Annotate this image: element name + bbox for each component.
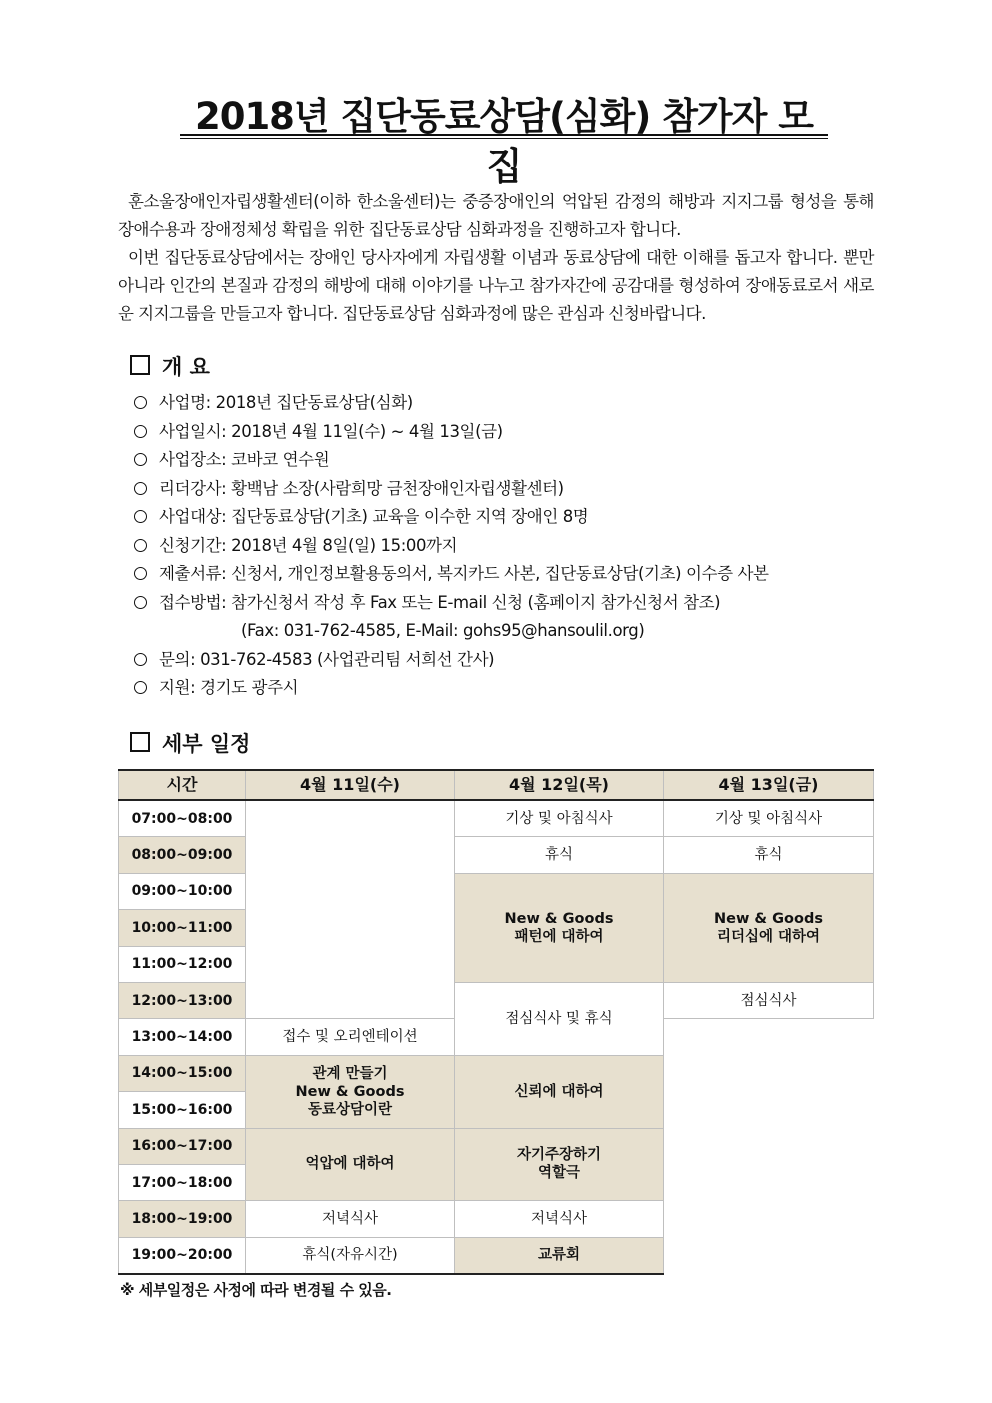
list-item: 리더강사: 황백남 소장(사람희망 금천장애인자립생활센터)	[134, 475, 894, 504]
list-item: 제출서류: 신청서, 개인정보활용동의서, 복지카드 사본, 집단동료상담(기초) 이수증 사본	[134, 560, 894, 589]
column-header-day1: 4월 11일(수)	[246, 770, 455, 800]
time-cell: 09:00~10:00	[119, 873, 246, 909]
time-cell: 16:00~17:00	[119, 1128, 246, 1164]
list-item: 문의: 031-762-4583 (사업관리팀 서희선 간사)	[134, 646, 894, 675]
contact-line: (Fax: 031-762-4585, E-Mail: gohs95@hansoulil.org)	[241, 621, 645, 640]
schedule-cell: 점심식사	[664, 982, 874, 1018]
circle-bullet-icon	[134, 453, 147, 466]
schedule-cell: 신뢰에 대하여	[455, 1055, 664, 1128]
cell-line: 동료상담이란	[307, 1101, 393, 1118]
overview-list	[134, 389, 894, 703]
list-item: 사업명: 2018년 집단동료상담(심화)	[134, 389, 894, 418]
square-bullet-icon	[130, 355, 150, 375]
overview-heading: 개 요	[130, 353, 210, 381]
schedule-cell: 저녁식사	[246, 1201, 455, 1237]
schedule-cell: 휴식	[455, 837, 664, 873]
schedule-cell: 휴식	[664, 837, 874, 873]
time-cell: 14:00~15:00	[119, 1055, 246, 1091]
circle-bullet-icon	[134, 425, 147, 438]
cell-line: 리더십에 대하여	[716, 928, 821, 945]
time-cell: 11:00~12:00	[119, 946, 246, 982]
schedule-cell: 교류회	[455, 1237, 664, 1274]
table-row	[119, 800, 874, 837]
intro-paragraph-1: 훈소울장애인자립생활센터(이하 한소울센터)는 중증장애인의 억압된 감정의 해방과 지지그룹 형성을 통해 장애수용과 장애정체성 확립을 위한 집단동료상담 심화과정을 진행하고자 합니다.	[118, 192, 874, 239]
schedule-cell	[664, 873, 874, 982]
column-header-day3: 4월 13일(금)	[664, 770, 874, 800]
circle-bullet-icon	[134, 596, 147, 609]
circle-bullet-icon	[134, 681, 147, 694]
schedule-table	[118, 769, 874, 1275]
schedule-cell	[455, 873, 664, 982]
title-underline-thin	[180, 138, 828, 139]
schedule-cell: 접수 및 오리엔테이션	[246, 1019, 455, 1055]
list-item: 사업장소: 코바코 연수원	[134, 446, 894, 475]
cell-line: New & Goods	[504, 910, 614, 927]
time-cell: 07:00~08:00	[119, 800, 246, 837]
empty-cell	[664, 1019, 874, 1274]
cell-line: 자기주장하기	[516, 1147, 602, 1164]
column-header-time: 시간	[119, 770, 246, 800]
time-cell: 19:00~20:00	[119, 1237, 246, 1274]
circle-bullet-icon	[134, 482, 147, 495]
circle-bullet-icon	[134, 510, 147, 523]
time-cell: 12:00~13:00	[119, 982, 246, 1018]
page-title: 2018년 집단동료상담(심화) 참가자 모집	[194, 95, 814, 188]
cell-line: 패턴에 대하여	[514, 928, 604, 945]
list-item: 접수방법: 참가신청서 작성 후 Fax 또는 E-mail 신청 (홈페이지 참가신청서 참조)	[134, 589, 894, 618]
intro-paragraph-2: 이번 집단동료상담에서는 장애인 당사자에게 자립생활 이념과 동료상담에 대한 이해를 돕고자 합니다. 뿐만 아니라 인간의 본질과 감정의 해방에 대해 이야기를 나누고 참가자간에 공감대를 형성하여 장애동료로서 새로운 지지그룹을 만들고자 합니다. 집단동료상담 심화과정에 많은 관심과 신청바랍니다.	[118, 248, 874, 323]
time-cell: 15:00~16:00	[119, 1092, 246, 1128]
schedule-cell: 점심식사 및 휴식	[455, 982, 664, 1055]
schedule-cell	[246, 1055, 455, 1128]
schedule-cell	[455, 1128, 664, 1201]
cell-line: 관계 만들기	[312, 1065, 388, 1082]
intro-text	[118, 188, 874, 328]
cell-line: New & Goods	[295, 1083, 405, 1100]
circle-bullet-icon	[134, 653, 147, 666]
schedule-cell: 저녁식사	[455, 1201, 664, 1237]
time-cell: 13:00~14:00	[119, 1019, 246, 1055]
table-row	[119, 837, 874, 873]
schedule-note: ※ 세부일정은 사정에 따라 변경될 수 있음.	[120, 1281, 392, 1299]
list-item: 지원: 경기도 광주시	[134, 674, 894, 703]
schedule-heading: 세부 일정	[130, 730, 250, 758]
schedule-cell: 휴식(자유시간)	[246, 1237, 455, 1274]
circle-bullet-icon	[134, 539, 147, 552]
circle-bullet-icon	[134, 396, 147, 409]
empty-cell	[246, 800, 455, 1019]
list-item: 신청기간: 2018년 4월 8일(일) 15:00까지	[134, 532, 894, 561]
square-bullet-icon	[130, 732, 150, 752]
time-cell: 17:00~18:00	[119, 1164, 246, 1200]
table-row	[119, 982, 874, 1018]
list-item: 사업일시: 2018년 4월 11일(수) ~ 4월 13일(금)	[134, 418, 894, 447]
schedule-cell: 기상 및 아침식사	[455, 800, 664, 837]
circle-bullet-icon	[134, 567, 147, 580]
time-cell: 18:00~19:00	[119, 1201, 246, 1237]
column-header-day2: 4월 12일(목)	[455, 770, 664, 800]
table-header-row	[119, 770, 874, 800]
list-item: 사업대상: 집단동료상담(기초) 교육을 이수한 지역 장애인 8명	[134, 503, 894, 532]
table-row	[119, 873, 874, 909]
schedule-cell: 기상 및 아침식사	[664, 800, 874, 837]
cell-line: New & Goods	[714, 910, 823, 927]
schedule-cell: 억압에 대하여	[246, 1128, 455, 1201]
time-cell: 10:00~11:00	[119, 910, 246, 946]
title-underline	[180, 134, 828, 136]
cell-line: 역할극	[537, 1165, 581, 1182]
time-cell: 08:00~09:00	[119, 837, 246, 873]
